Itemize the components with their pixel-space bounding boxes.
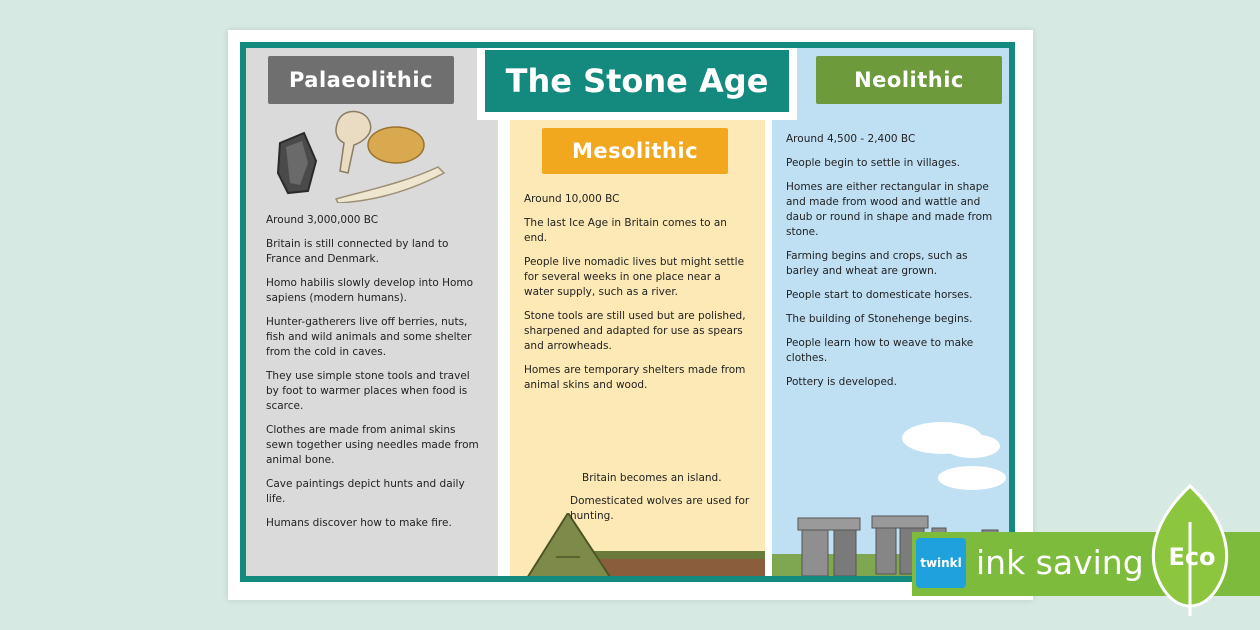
palaeolithic-fact: Cave paintings depict hunts and daily life. — [266, 478, 465, 505]
neolithic-fact: The building of Stonehenge begins. — [786, 313, 973, 325]
palaeolithic-heading: Palaeolithic — [268, 56, 454, 104]
ink-saving-label: ink saving — [976, 543, 1144, 582]
neolithic-fact: People start to domesticate horses. — [786, 289, 973, 301]
mesolithic-fact: Stone tools are still used but are polished, sharpened and adapted for use as spears and arrowheads. — [524, 310, 746, 352]
palaeolithic-fact: Humans discover how to make fire. — [266, 517, 452, 529]
mesolithic-extra-fact: Britain becomes an island. — [582, 472, 722, 484]
eco-label: Eco — [1168, 543, 1216, 571]
palaeolithic-fact: Around 3,000,000 BC — [266, 214, 379, 226]
mesolithic-text — [524, 192, 746, 402]
page-title: The Stone Age — [485, 50, 789, 112]
mesolithic-fact: People live nomadic lives but might settle for several weeks in one place near a water supply, such as a river. — [524, 256, 745, 298]
mesolithic-fact: Homes are temporary shelters made from animal skins and wood. — [524, 364, 746, 391]
mesolithic-fact: Around 10,000 BC — [524, 193, 620, 205]
neolithic-fact: Homes are either rectangular in shape and made from wood and wattle and daub or round in shape and made from stone. — [786, 181, 993, 238]
neolithic-column — [772, 48, 1015, 576]
title-tab — [477, 42, 797, 120]
palaeolithic-fact: Hunter-gatherers live off berries, nuts, fish and wild animals and some shelter from the cold in caves. — [266, 316, 472, 358]
neolithic-fact: Around 4,500 - 2,400 BC — [786, 133, 916, 145]
neolithic-fact: Farming begins and crops, such as barley and wheat are grown. — [786, 250, 968, 277]
poster — [228, 30, 1033, 600]
palaeolithic-text — [266, 213, 480, 540]
mesolithic-extra-fact: Domesticated wolves are used for hunting. — [570, 495, 750, 522]
mesolithic-heading: Mesolithic — [542, 128, 728, 174]
neolithic-fact: People begin to settle in villages. — [786, 157, 960, 169]
neolithic-text — [786, 132, 998, 399]
twinkl-logo: twinkl — [916, 538, 966, 588]
poster-frame — [240, 42, 1015, 582]
palaeolithic-fact: Clothes are made from animal skins sewn together using needles made from animal bone. — [266, 424, 479, 466]
palaeolithic-fact: Britain is still connected by land to France and Denmark. — [266, 238, 449, 265]
stone-tools-illustration — [274, 103, 454, 203]
neolithic-fact: Pottery is developed. — [786, 376, 897, 388]
neolithic-fact: People learn how to weave to make clothes. — [786, 337, 974, 364]
neolithic-heading: Neolithic — [816, 56, 1002, 104]
palaeolithic-column — [246, 48, 498, 576]
palaeolithic-fact: Homo habilis slowly develop into Homo sapiens (modern humans). — [266, 277, 474, 304]
mesolithic-fact: The last Ice Age in Britain comes to an end. — [524, 217, 727, 244]
palaeolithic-fact: They use simple stone tools and travel by foot to warmer places when food is scarce. — [266, 370, 470, 412]
mesolithic-column — [510, 118, 765, 576]
